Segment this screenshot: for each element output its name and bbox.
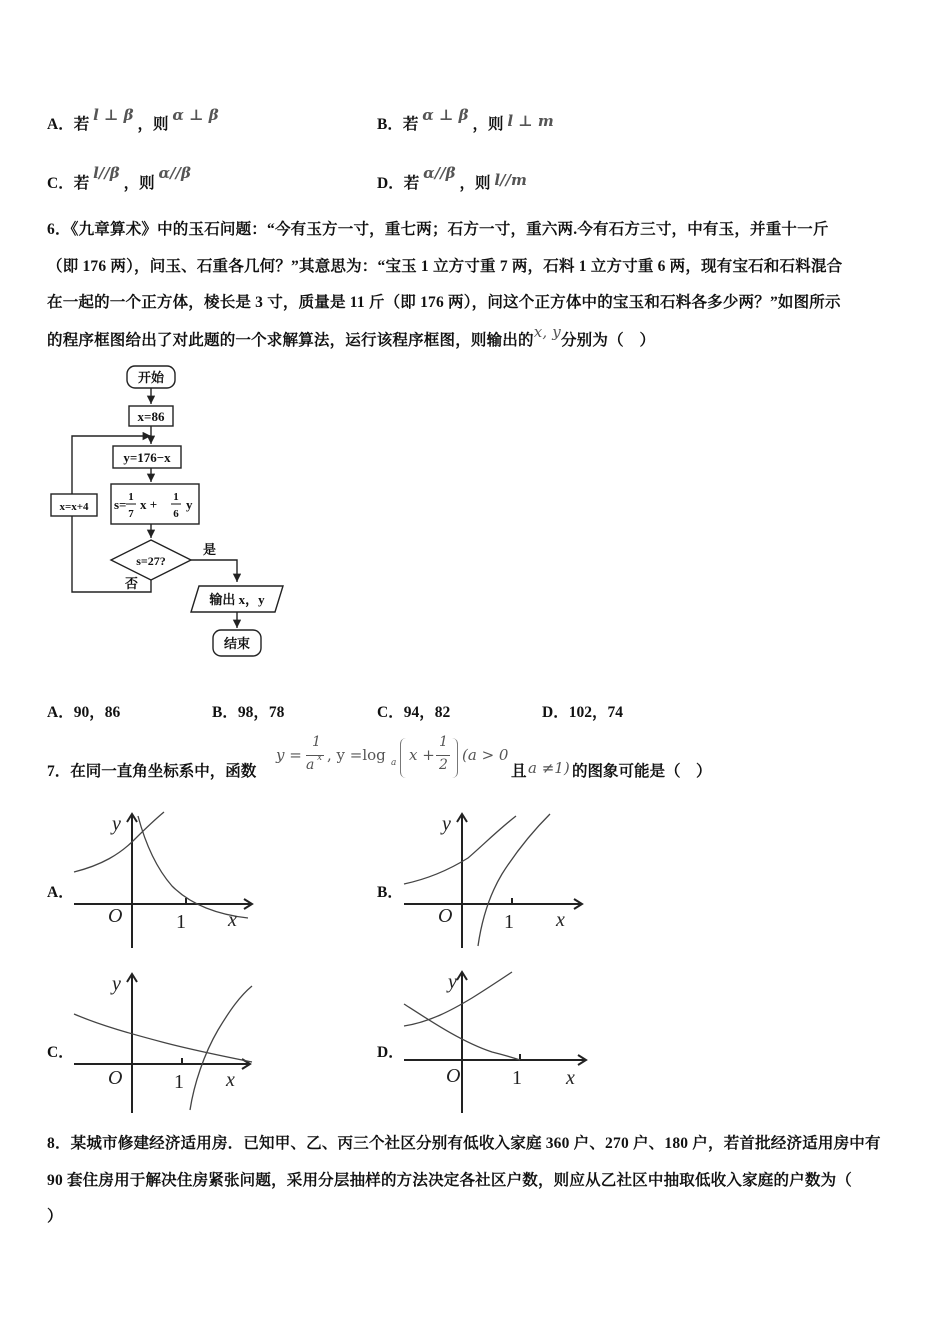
svg-text:x: x — [226, 1069, 235, 1091]
svg-text:y: y — [442, 813, 451, 835]
q5-d-condition: α//β — [423, 164, 456, 182]
flow-no-label: 否 — [125, 576, 139, 591]
svg-text:y: y — [112, 813, 121, 835]
q7-cond: (a > 0 — [462, 746, 509, 764]
q7-log: , y =log — [327, 746, 386, 764]
svg-text:O: O — [108, 905, 123, 927]
q5-a-conclusion: α ⊥ β — [172, 106, 219, 124]
q6-line-4: 的程序框图给出了对此题的一个求解算法，运行该程序框图，则输出的x, y分别为（ ） — [47, 322, 656, 349]
flow-end-term: y — [186, 497, 193, 512]
q5-c-conclusion: α//β — [158, 164, 191, 182]
flow-frac2-den: 6 — [173, 508, 179, 520]
q5-a-condition: l ⊥ β — [93, 106, 134, 124]
q5-b-conclusion: l ⊥ m — [507, 112, 554, 130]
q7-graph-d — [402, 970, 592, 1115]
q7-graph-b — [402, 810, 592, 950]
svg-text:y: y — [448, 971, 457, 993]
q7-option-d: D． — [377, 1044, 404, 1061]
q8-stem — [47, 1126, 907, 1236]
flow-frac1-den: 7 — [128, 508, 134, 520]
q6-output-vars: x, y — [533, 322, 561, 341]
q8-line-3: ） — [47, 1208, 63, 1225]
svg-text:x: x — [228, 909, 237, 931]
q7-f1-lhs: y = — [276, 746, 302, 764]
svg-text:x: x — [566, 1067, 575, 1089]
svg-text:O: O — [108, 1067, 123, 1089]
q7-f1-den: a — [306, 757, 315, 773]
svg-text:x: x — [556, 909, 565, 931]
flow-start-label: 开始 — [137, 370, 165, 385]
q5-option-b: B．若 α ⊥ β ，则 l ⊥ m — [377, 106, 554, 133]
q5-option-c: C．若 l//β ，则 α//β — [47, 164, 191, 192]
q7-f1-num: 1 — [312, 734, 321, 750]
flow-frac2-num: 1 — [173, 491, 179, 503]
q6-line-3: 在一起的一个正方体，棱长是 3 寸，质量是 11 斤（即 176 两），问这个正方体中的宝玉和石料各多少两？”如图所示 — [47, 294, 841, 311]
q8-line-1: 8．某城市修建经济适用房．已知甲、乙、丙三个社区分别有低收入家庭 360 户、270 户、180 户，若首批经济适用房中有 — [47, 1135, 881, 1152]
flow-output-label: 输出 x，y — [209, 592, 265, 607]
q6-option-a: A．90，86 — [47, 704, 121, 721]
q7-arg-num: 1 — [439, 734, 448, 750]
flow-init-label: x=86 — [137, 409, 165, 424]
q7-graph-c — [72, 970, 262, 1115]
q6-stem — [47, 212, 907, 359]
flow-frac1-num: 1 — [128, 491, 134, 503]
q5-b-condition: α ⊥ β — [422, 106, 469, 124]
q6-line-1: 6．《九章算术》中的玉石问题：“今有玉方一寸，重七两；石方一寸，重六两.今有石方三寸，中有玉，并重十一斤 — [47, 221, 829, 238]
q7-graph-a — [72, 810, 262, 950]
svg-text:1: 1 — [176, 911, 186, 933]
q7-f1-den-exp: x — [317, 753, 323, 763]
flow-decision-label: s=27? — [136, 554, 166, 568]
q8-line-2: 90 套住房用于解决住房紧张问题，采用分层抽样的方法决定各社区户数，则应从乙社区中抽取低收入家庭的户数为（ — [47, 1171, 852, 1189]
svg-text:O: O — [446, 1065, 461, 1087]
q7-option-b: B． — [377, 884, 403, 901]
flow-yes-label: 是 — [203, 542, 217, 557]
q5-c-condition: l//β — [93, 164, 120, 182]
q7-option-c: C． — [47, 1044, 74, 1061]
q6-line-2: （即 176 两），问玉、石重各几何？”其意思为：“宝玉 1 立方寸重 7 两，石料 1 立方寸重 6 两，现有宝石和石料混合 — [47, 257, 843, 275]
q5-d-conclusion: l//m — [494, 171, 527, 189]
flow-loop-label: x=x+4 — [59, 501, 89, 513]
q7-and: 且 — [511, 763, 527, 780]
q6-option-c: C．94，82 — [377, 704, 451, 721]
q7-option-a: A． — [47, 884, 74, 901]
q7-log-base: a — [391, 758, 397, 768]
q7-arg-x: x + — [409, 746, 435, 764]
svg-text:1: 1 — [512, 1067, 522, 1089]
flow-mid-term: x + — [140, 497, 158, 512]
svg-text:O: O — [438, 905, 453, 927]
svg-text:y: y — [112, 973, 121, 995]
q7-stem-post: 的图象可能是（ ） — [572, 763, 712, 780]
q5-option-a: A．若 l ⊥ β ，则 α ⊥ β — [47, 106, 219, 133]
flow-end-label: 结束 — [223, 636, 251, 651]
q7-stem-pre: 7．在同一直角坐标系中，函数 — [47, 763, 257, 780]
q7-arg-den: 2 — [439, 757, 448, 773]
q5-option-d: D．若 α//β ，则 l//m — [377, 164, 527, 192]
q6-option-b: B．98，78 — [212, 704, 285, 721]
q6-flowchart — [45, 360, 305, 665]
q6-option-d: D．102，74 — [542, 704, 623, 721]
flow-y-label: y=176−x — [123, 450, 171, 465]
q7-cond2: a ≠1) — [528, 759, 570, 777]
svg-text:1: 1 — [174, 1071, 184, 1093]
svg-text:1: 1 — [504, 911, 514, 933]
flow-s-prefix: s= — [114, 497, 127, 512]
